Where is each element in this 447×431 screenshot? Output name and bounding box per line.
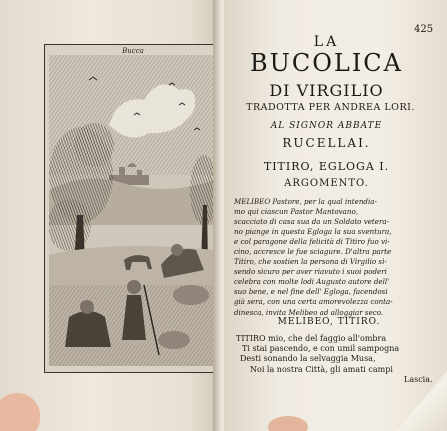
eclogue-title: TITIRO, EGLOGA I. (263, 160, 390, 173)
left-page (0, 0, 222, 431)
argument-line: no piange in questa Egloga la sua sventura, (234, 227, 392, 237)
right-page (224, 0, 447, 431)
pastoral-engraving (49, 55, 215, 366)
argument-heading: ARGOMENTO. (284, 178, 369, 189)
argument-line: mo qui ciascun Pastor Mantovano, (234, 207, 358, 217)
verse-line: Noi la nostra Città, gli amati campi (250, 364, 393, 374)
argument-line: e col paragone della felicità di Titiro fuo vi- (234, 237, 390, 247)
dedicatee-name: RUCELLAI. (282, 136, 371, 150)
verse-line: Ti stai pascendo, e con umil sampogna (242, 344, 400, 354)
author-line: DI VIRGILIO (269, 81, 384, 100)
argument-line: suo bene, e nel fine dell' Egloga, facendosi (234, 287, 388, 297)
argument-line: Titiro, che sostien la persona di Virgilio sì- (234, 257, 387, 267)
argument-line: sendo sicuro per aver riavuto i suoi poderi (234, 267, 387, 277)
argument-line: dinesca, invita Melibeo ad alloggiar seco. (234, 307, 384, 317)
argument-paragraph (234, 197, 434, 318)
dedication-line: AL SIGNOR ABBATE (270, 121, 383, 131)
finger (268, 416, 308, 431)
argument-line: già sera, con una certa amorevolezza conta- (234, 297, 393, 307)
verse-block (236, 334, 436, 385)
page-title: BUCOLICA (249, 49, 403, 77)
title-article: LA (313, 34, 340, 50)
page-number: 425 (414, 24, 434, 35)
verse-line: TITIRO mio, che del faggio all'ombra (236, 334, 387, 343)
argument-line: scacciato di casa sua da un Soldato vetera- (234, 217, 389, 227)
plate-caption: Bucca (122, 47, 144, 55)
speakers-line: MELIBEO, TITIRO. (277, 317, 381, 327)
verse-line: Lascia. (404, 374, 433, 384)
argument-line: celebra con molte lodi Augusto autore dell' (234, 277, 390, 287)
argument-line: MELIBEO Pastore, per la qual intendia- (234, 197, 377, 206)
translator-line: TRADOTTA PER ANDREA LORI. (246, 102, 415, 113)
engraving-plate (44, 44, 222, 373)
verse-line: Desti sonando la selvaggia Musa, (240, 354, 376, 364)
argument-line: cino, accresce le fue sciagure. D'altra parte (234, 247, 392, 257)
